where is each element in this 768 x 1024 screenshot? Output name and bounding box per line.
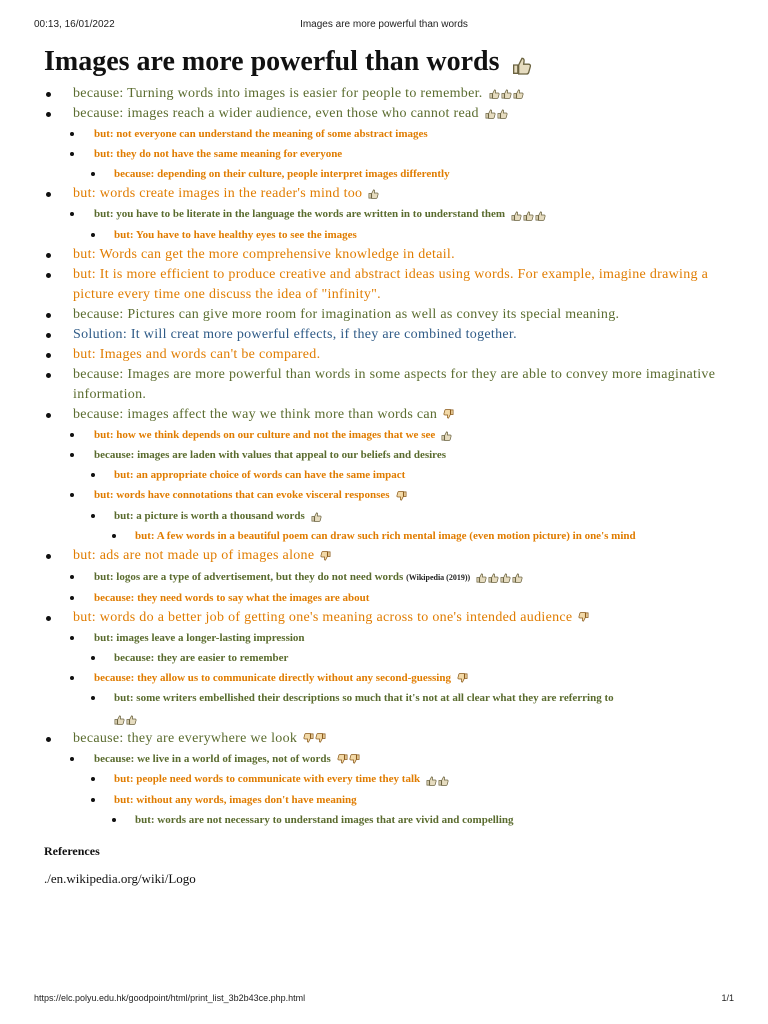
list-item: but: without any words, images don't have meaning [44,790,734,810]
thumb-up-icon [500,572,511,583]
list-item: but: words create images in the reader's mind too [44,184,734,204]
list-item: Solution: It will creat more powerful effects, if they are combined together. [44,325,734,345]
thumb-up-icon [126,714,137,725]
list-item: but: A few words in a beautiful poem can draw such rich mental image (even motion picture) in one's mind [44,526,734,546]
list-item: but: images leave a longer-lasting impression [44,628,734,648]
thumb-up-icon [497,108,508,119]
list-item: because: they allow us to communicate directly without any second-guessing [44,668,734,688]
list-item: because: Images are more powerful than words in some aspects for they are able to convey more imaginative information. [44,365,734,405]
print-url: https://elc.polyu.edu.hk/goodpoint/html/print_list_3b2b43ce.php.html [34,993,306,1003]
thumb-up-icon [535,210,546,221]
list-item: but: not everyone can understand the meaning of some abstract images [44,124,734,144]
thumb-up-icon [311,511,322,522]
thumb-down-icon [303,733,314,744]
list-item: but: you have to be literate in the language the words are written in to understand them [44,204,734,224]
list-item: because: they need words to say what the images are about [44,588,734,608]
list-item: but: Images and words can't be compared. [44,345,734,365]
list-item: but: It is more efficient to produce creative and abstract ideas using words. For example, imagine drawing a picture every time one discuss the idea of "infinity". [44,265,734,305]
list-item: but: words are not necessary to understand images that are vivid and compelling [44,810,734,830]
list-item: because: they are easier to remember [44,648,734,668]
list-item: because: they are everywhere we look [44,729,734,749]
list-item: because: Turning words into images is easier for people to remember. [44,84,734,104]
list-item: because: images are laden with values that appeal to our beliefs and desires [44,445,734,465]
list-item: but: logos are a type of advertisement, but they do not need words (Wikipedia (2019)) [44,567,734,588]
thumb-up-icon [476,572,487,583]
thumb-down-icon [443,409,454,420]
list-item: but: some writers embellished their descriptions so much that it's not at all clear what they are referring to [44,688,734,728]
list-item: but: how we think depends on our culture and not the images that we see [44,425,734,445]
list-item: but: ads are not made up of images alone [44,546,734,566]
list-item: but: words have connotations that can evoke visceral responses [44,485,734,505]
thumb-down-icon [578,612,589,623]
argument-map [44,44,734,887]
thumb-up-icon [368,188,379,199]
argument-list [44,84,734,830]
thumb-up-icon [511,210,522,221]
list-item: because: Pictures can give more room for imagination as well as convey its special meaning. [44,305,734,325]
print-header [0,0,768,40]
list-item: but: words do a better job of getting one's meaning across to one's intended audience [44,608,734,628]
list-item: because: images reach a wider audience, even those who cannot read [44,104,734,124]
citation: (Wikipedia (2019)) [406,572,471,582]
print-timestamp: 00:13, 16/01/2022 [34,19,115,30]
list-item: because: images affect the way we think more than words can [44,405,734,425]
thumb-down-icon [320,551,331,562]
thumb-up-icon [426,775,437,786]
list-item: but: they do not have the same meaning for everyone [44,144,734,164]
thumb-down-icon [315,733,326,744]
thumb-up-icon [512,55,532,75]
list-item: because: depending on their culture, people interpret images differently [44,164,734,184]
thumb-up-icon [488,572,499,583]
title-thumbs [512,46,533,82]
list-item: but: You have to have healthy eyes to see the images [44,225,734,245]
thumb-up-icon [441,430,452,441]
thumb-up-icon [485,108,496,119]
thumb-up-icon [513,88,524,99]
thumb-up-icon [114,714,125,725]
thumb-down-icon [349,754,360,765]
list-item: but: people need words to communicate with every time they talk [44,769,734,789]
thumb-up-icon [501,88,512,99]
thumb-up-icon [438,775,449,786]
thumb-down-icon [457,673,468,684]
print-footer [0,990,768,1010]
page-title: Images are more powerful than words [44,44,734,82]
thumb-up-icon [512,572,523,583]
print-page-number: 1/1 [721,993,734,1003]
reference-link[interactable]: ./en.wikipedia.org/wiki/Logo [44,870,196,886]
thumb-down-icon [396,491,407,502]
thumb-up-icon [523,210,534,221]
references-heading: References [44,843,100,858]
list-item: but: an appropriate choice of words can have the same impact [44,465,734,485]
list-item: because: we live in a world of images, not of words [44,749,734,769]
list-item: but: a picture is worth a thousand words [44,506,734,526]
list-item: but: Words can get the more comprehensive knowledge in detail. [44,245,734,265]
thumb-down-icon [337,754,348,765]
thumb-up-icon [489,88,500,99]
print-page-title: Images are more powerful than words [300,19,468,30]
